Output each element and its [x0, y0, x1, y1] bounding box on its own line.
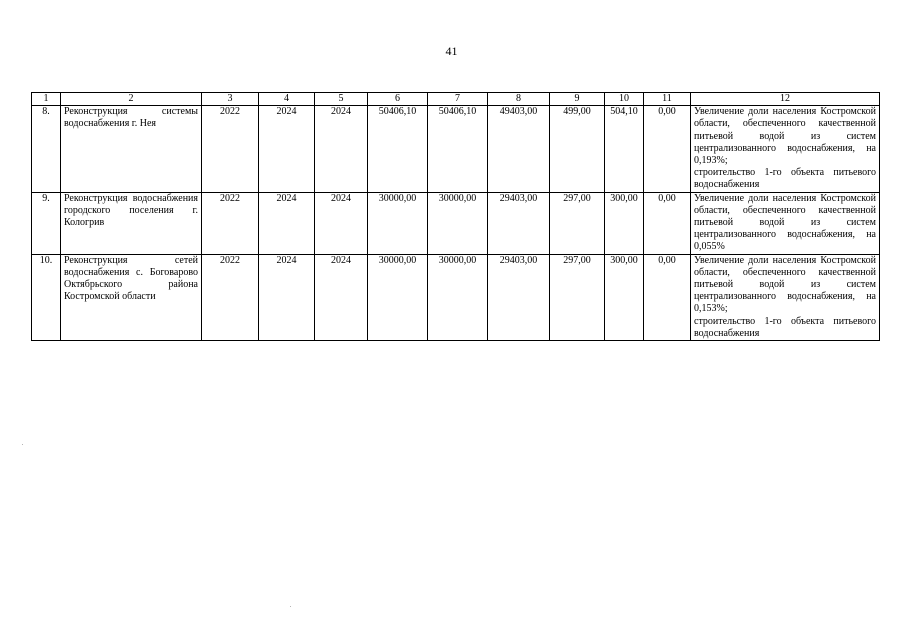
value-col8: 49403,00: [488, 106, 550, 192]
column-header: 9: [550, 93, 605, 106]
result-text: Увеличение доли населения Костромской области, обеспеченного качественной питьевой водой из систем централизованного водоснабжения, на 0,055%: [694, 192, 876, 253]
column-header: 3: [202, 93, 259, 106]
column-header: 12: [691, 93, 880, 106]
result-text: строительство 1-го объекта питьевого водоснабжения: [694, 315, 876, 339]
value-col7: 50406,10: [428, 106, 488, 192]
column-header: 11: [644, 93, 691, 106]
end-year: 2024: [259, 192, 315, 254]
value-col6: 50406,10: [368, 106, 428, 192]
result-text: Увеличение доли населения Костромской области, обеспеченного качественной питьевой водой из систем централизованного водоснабжения, на 0,193%;: [694, 106, 876, 167]
page-number: 41: [445, 44, 458, 58]
value-col8: 29403,00: [488, 192, 550, 254]
program-table: [31, 92, 880, 341]
row-number: 10.: [32, 254, 61, 340]
value-col10: 300,00: [605, 254, 644, 340]
project-name: Реконструкция водоснабжения городского поселения г. Кологрив: [61, 192, 202, 254]
start-year: 2022: [202, 254, 259, 340]
table-row: [32, 192, 880, 254]
end-year: 2024: [259, 106, 315, 192]
value-col6: 30000,00: [368, 254, 428, 340]
table-header-row: [32, 93, 880, 106]
value-col11: 0,00: [644, 254, 691, 340]
column-header: 4: [259, 93, 315, 106]
end-year: 2024: [259, 254, 315, 340]
completion-year: 2024: [315, 192, 368, 254]
table-row: [32, 254, 880, 340]
column-header: 6: [368, 93, 428, 106]
result-text: строительство 1-го объекта питьевого водоснабжения: [694, 167, 876, 191]
value-col9: 297,00: [550, 192, 605, 254]
expected-result: [691, 106, 880, 192]
result-text: Увеличение доли населения Костромской области, обеспеченного качественной питьевой водой из систем централизованного водоснабжения, на 0,153%;: [694, 254, 876, 315]
scan-speck: [290, 606, 291, 607]
value-col9: 499,00: [550, 106, 605, 192]
row-number: 9.: [32, 192, 61, 254]
column-header: 8: [488, 93, 550, 106]
value-col6: 30000,00: [368, 192, 428, 254]
value-col8: 29403,00: [488, 254, 550, 340]
column-header: 7: [428, 93, 488, 106]
start-year: 2022: [202, 192, 259, 254]
expected-result: [691, 254, 880, 340]
value-col7: 30000,00: [428, 254, 488, 340]
column-header: 1: [32, 93, 61, 106]
column-header: 10: [605, 93, 644, 106]
column-header: 2: [61, 93, 202, 106]
project-name: Реконструкция сетей водоснабжения с. Боговарово Октябрьского района Костромской области: [61, 254, 202, 340]
completion-year: 2024: [315, 254, 368, 340]
value-col10: 504,10: [605, 106, 644, 192]
scan-speck: [22, 444, 23, 445]
value-col11: 0,00: [644, 106, 691, 192]
value-col9: 297,00: [550, 254, 605, 340]
table-row: [32, 106, 880, 192]
completion-year: 2024: [315, 106, 368, 192]
value-col10: 300,00: [605, 192, 644, 254]
row-number: 8.: [32, 106, 61, 192]
start-year: 2022: [202, 106, 259, 192]
project-name: Реконструкция системы водоснабжения г. Нея: [61, 106, 202, 192]
value-col11: 0,00: [644, 192, 691, 254]
column-header: 5: [315, 93, 368, 106]
value-col7: 30000,00: [428, 192, 488, 254]
expected-result: [691, 192, 880, 254]
